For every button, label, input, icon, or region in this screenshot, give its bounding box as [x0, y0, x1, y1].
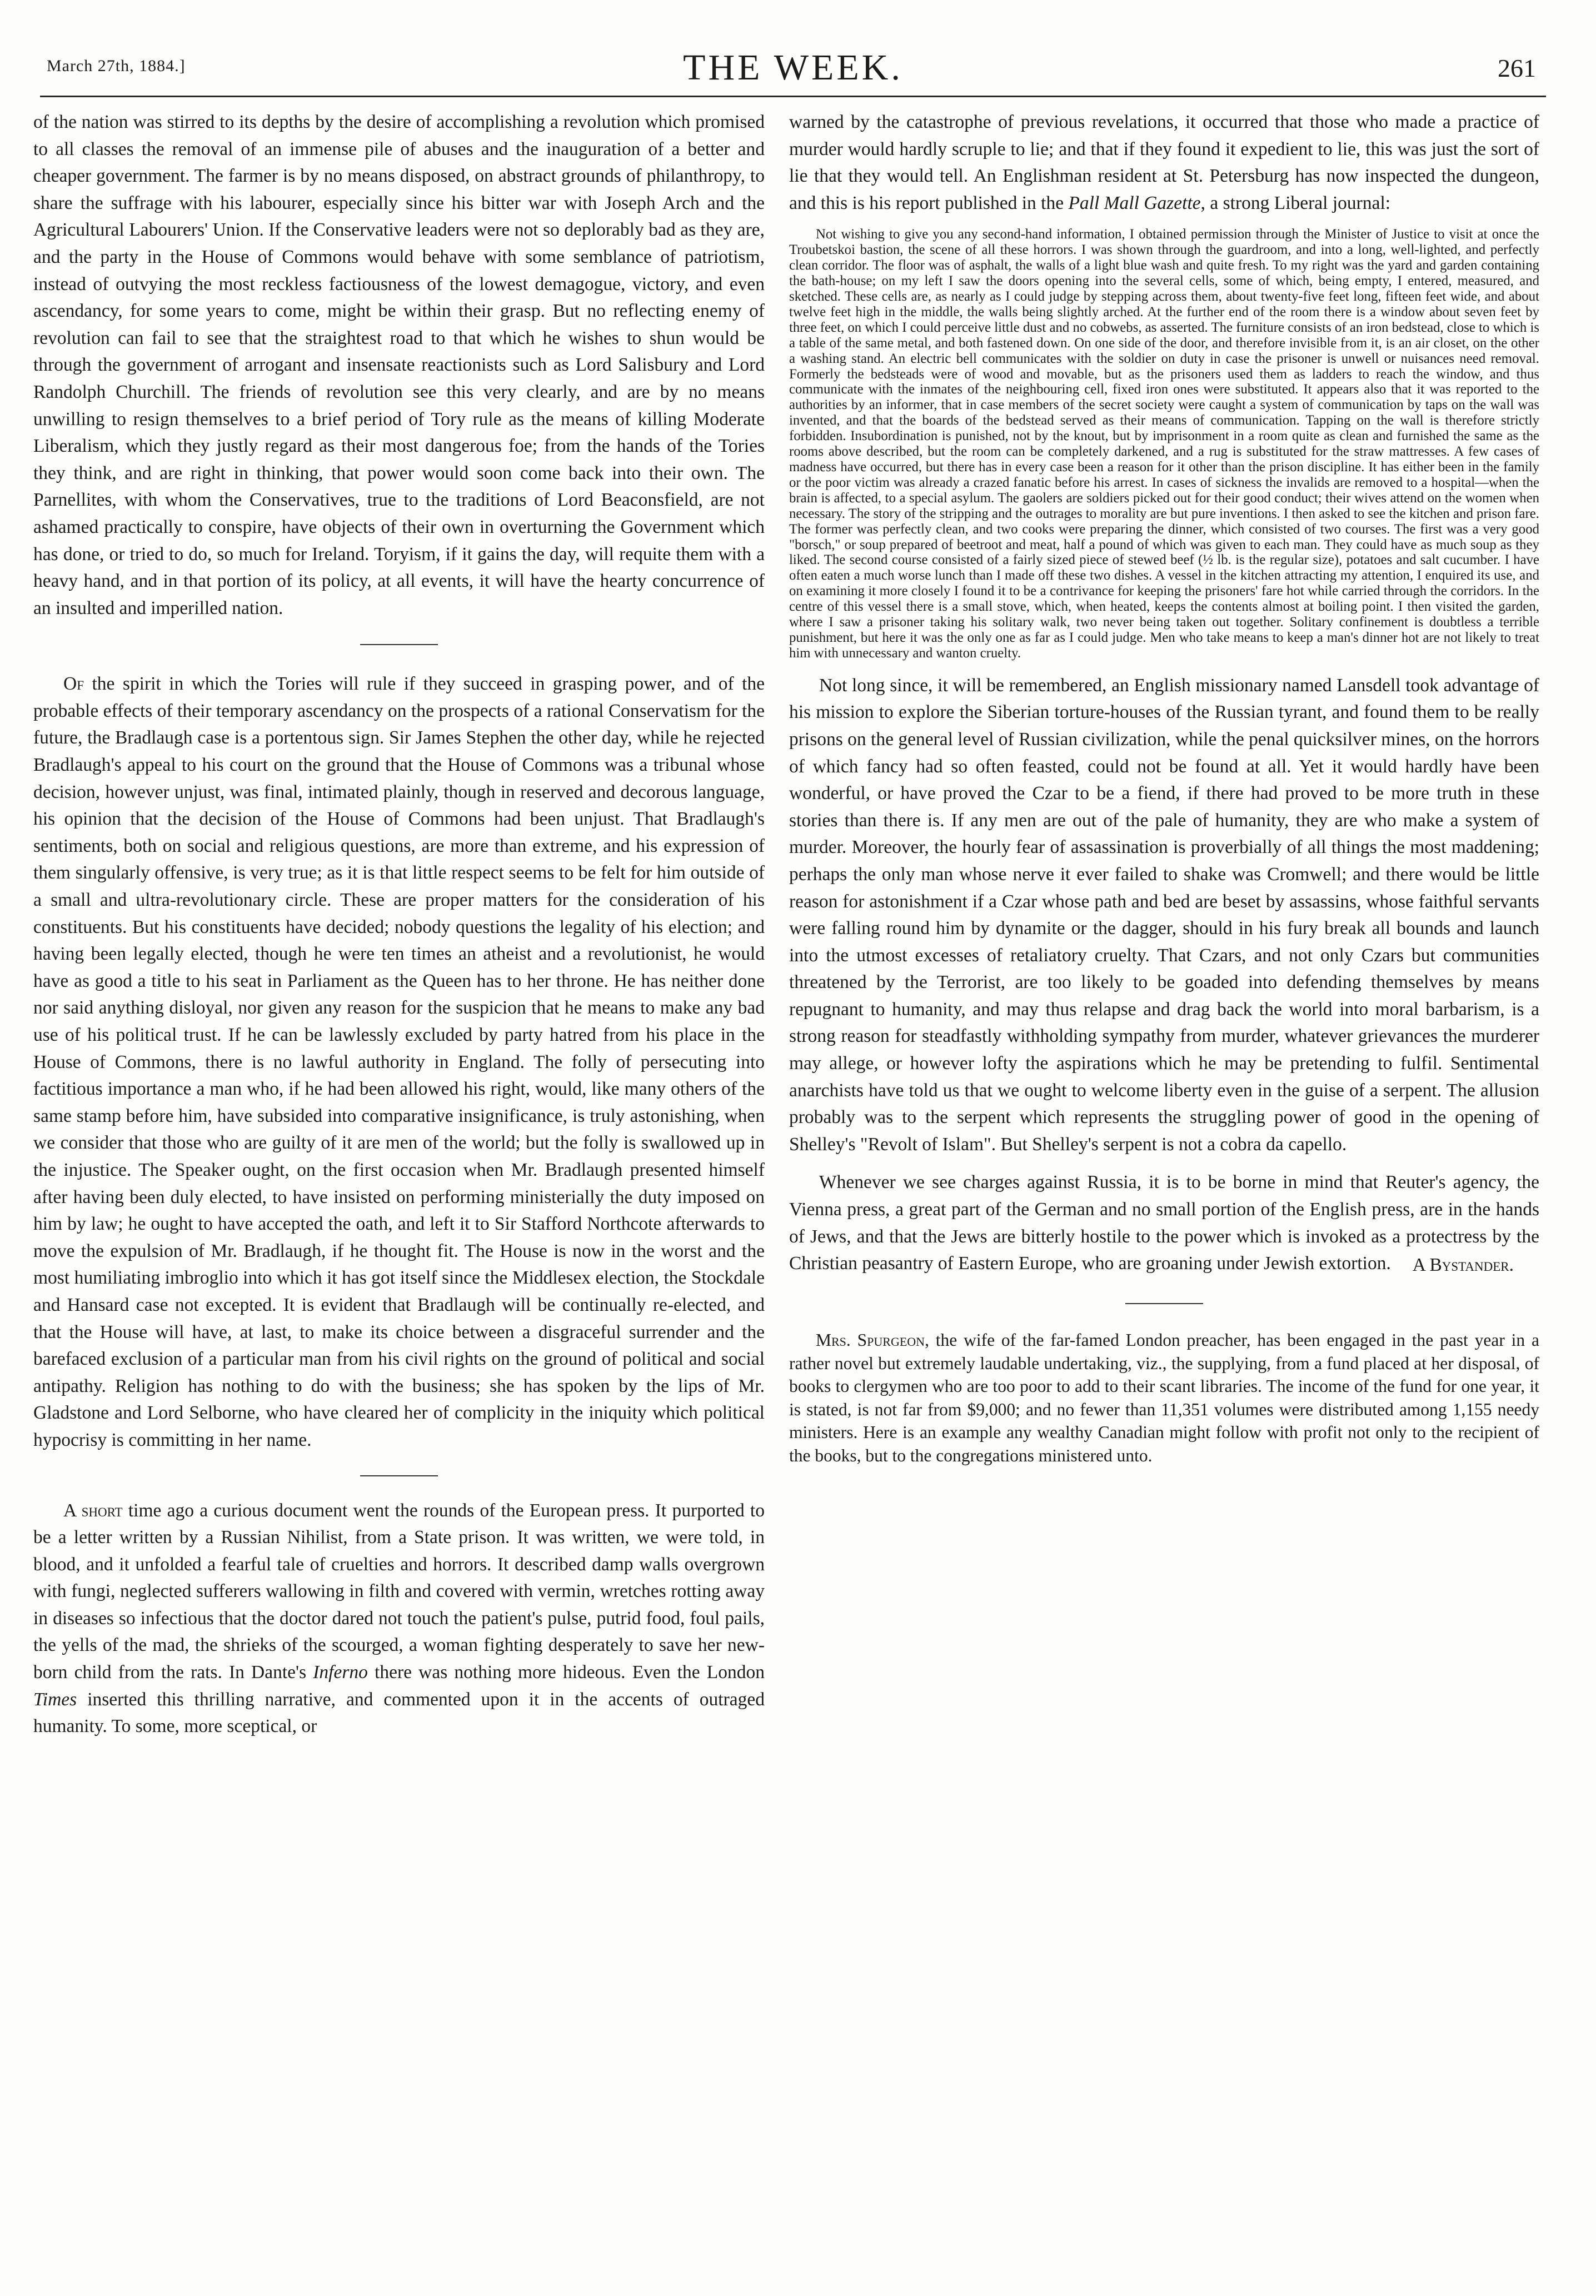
- paragraph-text: there was nothing more hideous. Even the London: [367, 1662, 765, 1683]
- lead-in-word: Mrs. Spurgeon: [816, 1330, 925, 1350]
- issue-date: March 27th, 1884.]: [47, 57, 186, 75]
- article-paragraph-dungeon-intro: [789, 109, 1539, 217]
- paragraph-text: warned by the catastrophe of previous revelations, it occurred that those who made a practice of murder would hardly scruple to lie; and that if they found it expedient to lie, this was just the sort of lie that they would tell. An Englishman resident at St. Petersburg has now inspected the dungeon, and this is his report published in the: [789, 112, 1539, 213]
- paragraph-text: , a strong Liberal journal:: [1200, 192, 1391, 213]
- author-signature: A Bystander.: [1412, 1254, 1514, 1275]
- publication-title: THE WEEK.: [683, 47, 903, 88]
- paragraph-text: inserted this thrilling narrative, and commented upon it in the accents of outraged humanity. To some, more sceptical, or: [33, 1689, 765, 1737]
- masthead: [40, 47, 1546, 91]
- article-paragraph-russia-press: Whenever we see charges against Russia, it is to be borne in mind that Reuter's agency, the Vienna press, a great part of the German and no small portion of the English press, are in the hands of Jews, and that the Jews are bitterly hostile to the power which is invoked as a protectress by the Christian peasantry of Eastern Europe, who are groaning under Jewish extortion.: [789, 1172, 1539, 1274]
- left-column: [33, 109, 765, 1740]
- article-paragraph-spurgeon: [789, 1329, 1539, 1467]
- italic-title-inferno: Inferno: [313, 1662, 368, 1683]
- lead-in-word: Of: [63, 673, 84, 695]
- paragraph-text: the spirit in which the Tories will rule if they succeed in grasping power, and of the probable effects of their temporary ascendancy on the prospects of a rational Conservatism for the future, the Bradlaugh case is a portentous sign. Sir James Stephen the other day, while he rejected Bradlaugh's appeal to his court on the ground that the House of Commons was a tribunal whose decision, however unjust, was final, intimated plainly, though in reserved and decorous language, his opinion that the decision of the House of Commons had been unjust. That Bradlaugh's sentiments, both on social and religious questions, are more than extreme, and his expression of them singularly offensive, is very true; as it is that little respect seems to be felt for him outside of a small and ultra-revolutionary circle. These are proper matters for the consideration of his constituents. But his constituents have decided; nobody questions the legality of his election; and having been legally elected, though he were ten times an atheist and a revolutionist, he would have as good a title to his seat in Parliament as the Queen has to her throne. He has neither done nor said anything disloyal, nor given any reason for the suspicion that he means to make any bad use of his political trust. If he can be lawlessly excluded by party hatred from his place in the House of Commons, there is no lawful authority in England. The folly of persecuting into factitious importance a man who, if he had been allowed his right, would, like many others of the same stamp before him, have subsided into comparative insignificance, is truly astonishing, when we consider that those who are guilty of it are men of the world; but the folly is swallowed up in the injustice. The Speaker ought, on the first occasion when Mr. Bradlaugh presented himself after having been duly elected, to have insisted on performing ministerially the duty imposed on him by law; he ought to have accepted the oath, and left it to Sir Stafford Northcote afterwards to move the expulsion of Mr. Bradlaugh, if he thought fit. The House is now in the worst and the most humiliating imbroglio into which it has got itself since the Middlesex election, the Stockdale and Hansard case not excepted. It is evident that Bradlaugh will be continually re-elected, and that the House will have, at last, to make its choice between a disgraceful surrender and the barefaced exclusion of a particular man from his civil rights on the ground of political and social antipathy. Religion has nothing to do with the business; she has spoken by the lips of Mr. Gladstone and Lord Selborne, who have cleared her of complicity in the iniquity which political hypocrisy is committing in her name.: [33, 673, 765, 1450]
- italic-title-pall-mall-gazette: Pall Mall Gazette: [1068, 192, 1201, 213]
- article-paragraph-nation: of the nation was stirred to its depths by the desire of accomplishing a revolution which promised to all classes the removal of an immense pile of abuses and the inauguration of a better and cheaper government. The farmer is by no means disposed, on abstract grounds of philanthropy, to share the suffrage with his labourer, especially since his bitter war with Joseph Arch and the Agricultural Labourers' Union. If the Conservative leaders were not so deplorably bad as they are, and the party in the House of Commons would behave with some semblance of patriotism, instead of outvying the most reckless factiousness of the lowest demagogue, victory, and even ascendancy, for some years to come, might be within their grasp. But no reflecting enemy of revolution can fail to see that the straightest road to that which he wishes to shun would be through the government of arrogant and insensate reactionists such as Lord Salisbury and Lord Randolph Churchill. The friends of revolution see this very clearly, and are by no means unwilling to resign themselves to a brief period of Tory rule as the means of killing Moderate Liberalism, which they justly regard as their most dangerous foe; from the hands of the Tories they think, and are right in thinking, that power would soon come back into their own. The Parnellites, with whom the Conservatives, true to the traditions of Lord Beaconsfield, are not ashamed practically to conspire, have objects of their own in overturning the Government which has done, or tried to do, so much for Ireland. Toryism, if it gains the day, will requite them with a heavy hand, and in that portion of its policy, at all events, it will have the hearty concurrence of an insulted and imperilled nation.: [33, 112, 765, 618]
- paragraph-text: time ago a curious document went the rounds of the European press. It purported to be a letter written by a Russian Nihilist, from a State prison. It was written, we were told, in blood, and it unfolded a fearful tale of cruelties and horrors. It described damp walls overgrown with fungi, neglected sufferers wallowing in filth and covered with vermin, wretches rotting away in diseases so infectious that the doctor dared not touch the patient's pulse, putrid food, foul pails, the yells of the mad, the shrieks of the scourged, a woman fighting desperately to save her new-born child from the rats. In Dante's: [33, 1500, 765, 1683]
- italic-title-times: Times: [33, 1689, 77, 1710]
- masthead-rule: [40, 96, 1546, 97]
- right-column: [789, 109, 1539, 1467]
- paragraph-text: , the wife of the far-famed London preacher, has been engaged in the past year in a rather novel but extremely laudable undertaking, viz., the supplying, from a fund placed at her disposal, of books to clergymen who are too poor to add to their scant libraries. The income of the fund for one year, it is stated, is not far from $9,000; and no fewer than 11,351 volumes were distributed among 1,155 needy ministers. Here is an example any wealthy Canadian might follow with profit not only to the recipient of the books, but to the congregations ministered unto.: [789, 1330, 1539, 1465]
- page-number: 261: [1498, 54, 1536, 82]
- quoted-report: Not wishing to give you any second-hand information, I obtained permission through the Minister of Justice to visit at once the Troubetskoi bastion, the scene of all these horrors. I was shown through the guardroom, and into a long, well-lighted, and perfectly clean corridor. The floor was of asphalt, the walls of a light blue wash and quite fresh. To my right was the yard and garden containing the bath-house; on my left I saw the doors opening into the several cells, some of which, being empty, I entered, measured, and sketched. These cells are, as nearly as I could judge by stepping across them, about twenty-five feet long, fifteen feet wide, and about twelve feet high in the middle, the walls being slightly arched. At the further end of the room there is a window about seven feet by three feet, on which I could perceive little dust and no cobwebs, as asserted. The furniture consists of an iron bedstead, close to which is a table of the same metal, and both fastened down. On one side of the door, and therefore invisible from it, is an air closet, on the other a washing stand. An electric bell communicates with the soldier on duty in case the prisoner is unwell or nuisances need removal. Formerly the bedsteads were of wood and movable, but as the prisoners used them as ladders to reach the window, and thus communicate with the inmates of the neighbouring cell, fixed iron ones were substituted. It appears also that it was reported to the authorities by an informer, that in case members of the secret society were caught a system of communication by taps on the wall was invented, and that the boards of the bedstead served as their means of communication. Tapping on the wall is therefore strictly forbidden. Insubordination is punished, not by the knout, but by imprisonment in a room quite as clean and furnished the same as the rooms above described, but the room can be completely darkened, and a rug is substituted for the straw mattresses. A few cases of madness have occurred, but there has in every case been a reason for it other than the prison discipline. It has either been in the family or the poor victim was already a crazed fanatic before his arrest. In cases of sickness the invalids are removed to a hospital—when the brain is affected, to a special asylum. The gaolers are soldiers picked out for their good conduct; their wives attend on the women when necessary. The story of the stripping and the outrages to morality are but pure inventions. I then asked to see the kitchen and prison fare. The former was perfectly clean, and two cooks were preparing the dinner, which consisted of two courses. The first was a very good "borsch," or soup prepared of beetroot and meat, half a pound of which was given to each man. They could have as much soup as they liked. The second course consisted of a fairly sized piece of stewed beef (½ lb. is the regular size), potatoes and salt cucumber. I have often eaten a much worse lunch than I made off these two dishes. A vessel in the kitchen attracting my attention, I enquired its use, and on examining it more closely I found it to be a contrivance for keeping the prisoners' fare hot while carried through the corridors. In the centre of this vessel there is a small stove, which, when heated, keeps the contents almost at boiling point. I then visited the garden, where I saw a prisoner taking his solitary walk, two never being taken out together. Solitary confinement is doubtless a terrible punishment, but here it was the only one as far as I could judge. Men who take means to keep a man's dinner hot are not likely to treat him with unnecessary and wanton cruelty.: [789, 227, 1539, 661]
- article-paragraph-nihilist-letter: [33, 1498, 765, 1740]
- article-paragraph-siberia: Not long since, it will be remembered, an English missionary named Lansdell took advantage of his mission to explore the Siberian torture-houses of the Russian tyrant, and found them to be really prisons on the general level of Russian civilization, while the penal quicksilver mines, on the horrors of which fancy had so often feasted, could not be found at all. Yet it would hardly have been wonderful, or have proved the Czar to be a fiend, if there had proved to be more truth in these stories than there is. If any men are out of the pale of humanity, they are who make a system of murder. Moreover, the hourly fear of assassination is proverbially of all things the most maddening; perhaps the only man whose nerve it ever failed to shake was Cromwell; and there would be little reason for astonishment if a Czar whose path and bed are beset by assassins, whose faithful servants were falling round him by dynamite or the dagger, should in his fury break all bounds and launch into the utmost excesses of retaliatory cruelty. That Czars, and not only Czars but communities threatened by the Terrorist, are too likely to be goaded into defending themselves by means repugnant to humanity, and may thus relapse and drag back the world into moral barbarism, is a strong reason for steadfastly withholding sympathy from murder, whatever grievances the murderer may allege, or however lofty the aspirations which he may be pretending to fulfil. Sentimental anarchists have told us that we ought to welcome liberty even in the guise of a serpent. The allusion probably was to the serpent which represents the struggling power of good in the opening of Shelley's "Revolt of Islam". But Shelley's serpent is not a cobra da capello.: [789, 675, 1539, 1155]
- article-paragraph-bradlaugh: [33, 671, 765, 1454]
- lead-in-word: A short: [63, 1500, 123, 1521]
